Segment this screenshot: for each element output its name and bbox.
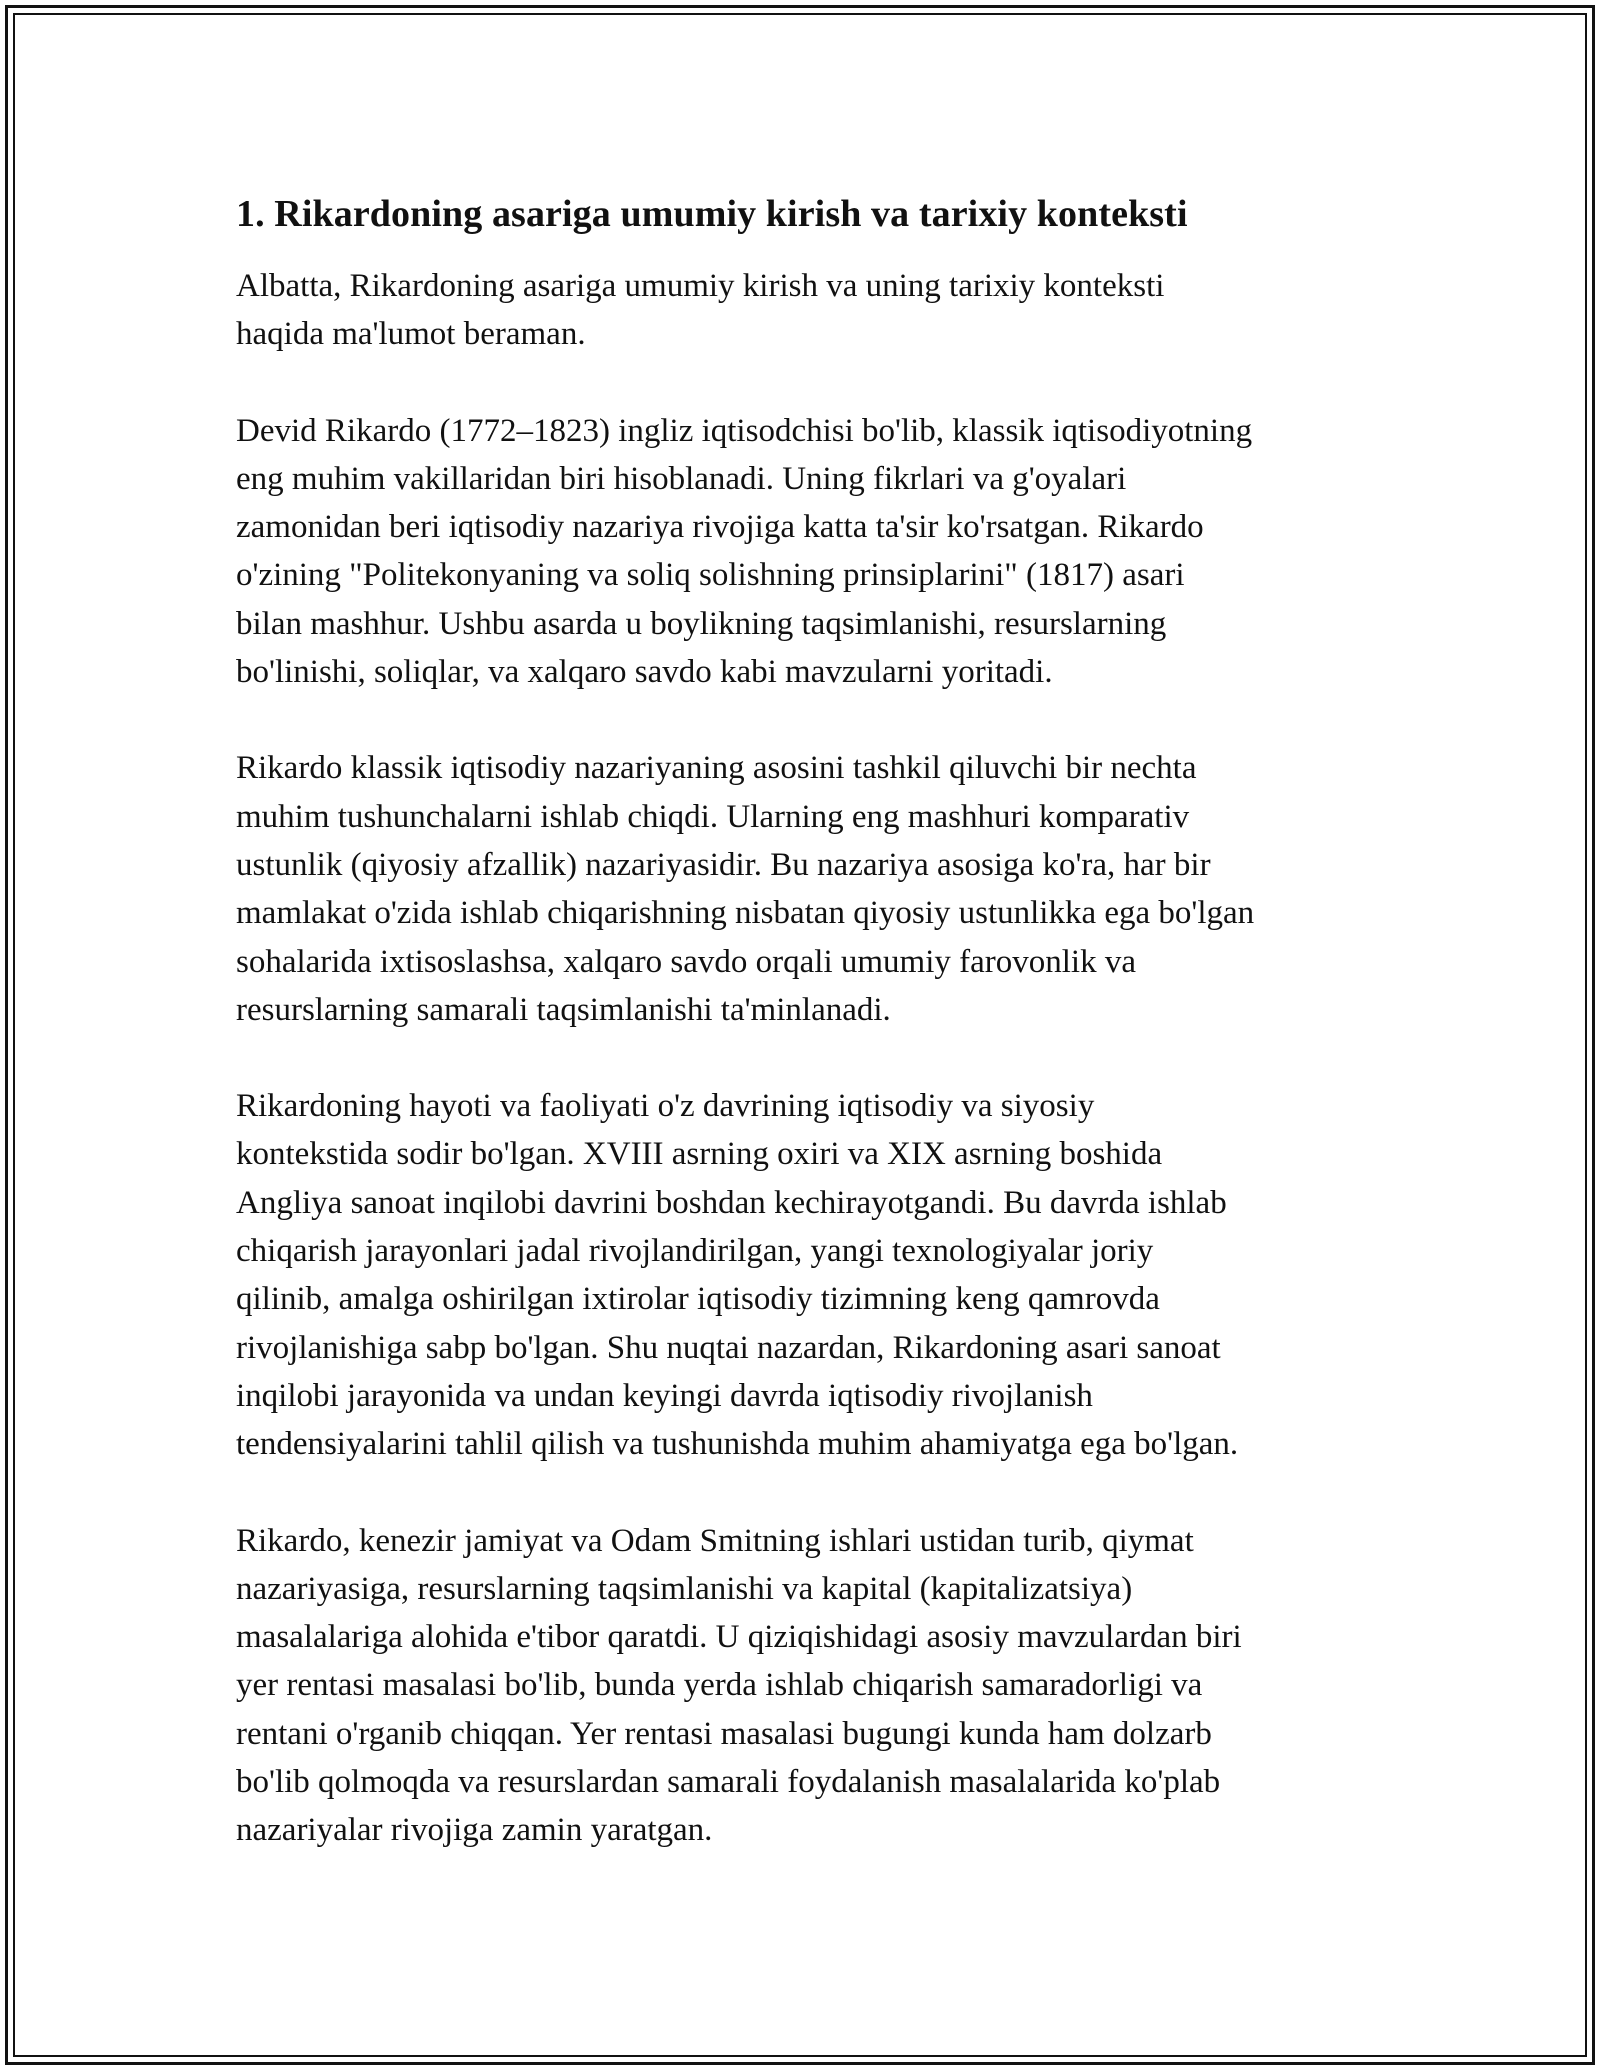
paragraph-biography: Devid Rikardo (1772–1823) ingliz iqtisodchisi bo'lib, klassik iqtisodiyotning eng muhim vakillaridan biri hisoblanadi. Uning fikrlari va g'oyalari zamonidan beri iqtisodiy nazariya rivojiga katta ta'sir ko'rsatgan. Rikardo o'zining "Politekonyaning va soliq solishning prinsiplarini" (1817) asari bilan mashhur. Ushbu asarda u boylikning taqsimlanishi, resurslarning bo'linishi, soliqlar, va xalqaro savdo kabi mavzularni yoritadi. — [236, 412, 1253, 691]
section-heading: 1. Rikardoning asariga umumiy kirish va tarixiy konteksti — [236, 193, 1188, 235]
paragraph-comparative-advantage: Rikardo klassik iqtisodiy nazariyaning asosini tashkil qiluvchi bir nechta muhim tushunchalarni ishlab chiqdi. Ularning eng mashhuri komparativ ustunlik (qiyosiy afzallik) nazariyasidir. Bu nazariya asosiga ko'ra, har bir mamlakat o'zida ishlab chiqarishning nisbatan qiyosiy ustunlikka ega bo'lgan sohalarida ixtisoslashsa, xalqaro savdo orqali umumiy farovonlik va resurslarning samarali taqsimlanishi ta'minlanadi. — [236, 750, 1255, 1028]
document-page — [236, 188, 1376, 1903]
paragraph-value-and-rent: Rikardo, kenezir jamiyat va Odam Smitning ishlari ustidan turib, qiymat nazariyasiga, resurslarning taqsimlanishi va kapital (kapitalizatsiya) masalalariga alohida e'tibor qaratdi. U qiziqishidagi asosiy mavzulardan biri yer rentasi masalasi bo'lib, bunda yerda ishlab chiqarish samaradorligi va rentani o'rganib chiqqan. Yer rentasi masalasi bugungi kunda ham dolzarb bo'lib qolmoqda va resurslardan samarali foydalanish masalalarida ko'plab nazariyalar rivojiga zamin yaratgan. — [236, 1522, 1242, 1849]
paragraph-intro: Albatta, Rikardoning asariga umumiy kirish va uning tarixiy konteksti haqida ma'lumot beraman. — [236, 268, 1165, 353]
paragraph-historical-context: Rikardoning hayoti va faoliyati o'z davrining iqtisodiy va siyosiy kontekstida sodir bo'lgan. XVIII asrning oxiri va XIX asrning boshida Angliya sanoat inqilobi davrini boshdan kechirayotgandi. Bu davrda ishlab chiqarish jarayonlari jadal rivojlandirilgan, yangi texnologiyalar joriy qilinib, amalga oshirilgan ixtirolar iqtisodiy tizimning keng qamrovda rivojlanishiga sabp bo'lgan. Shu nuqtai nazardan, Rikardoning asari sanoat inqilobi jarayonida va undan keyingi davrda iqtisodiy rivojlanish tendensiyalarini tahlil qilish va tushunishda muhim ahamiyatga ega bo'lgan. — [236, 1088, 1239, 1463]
